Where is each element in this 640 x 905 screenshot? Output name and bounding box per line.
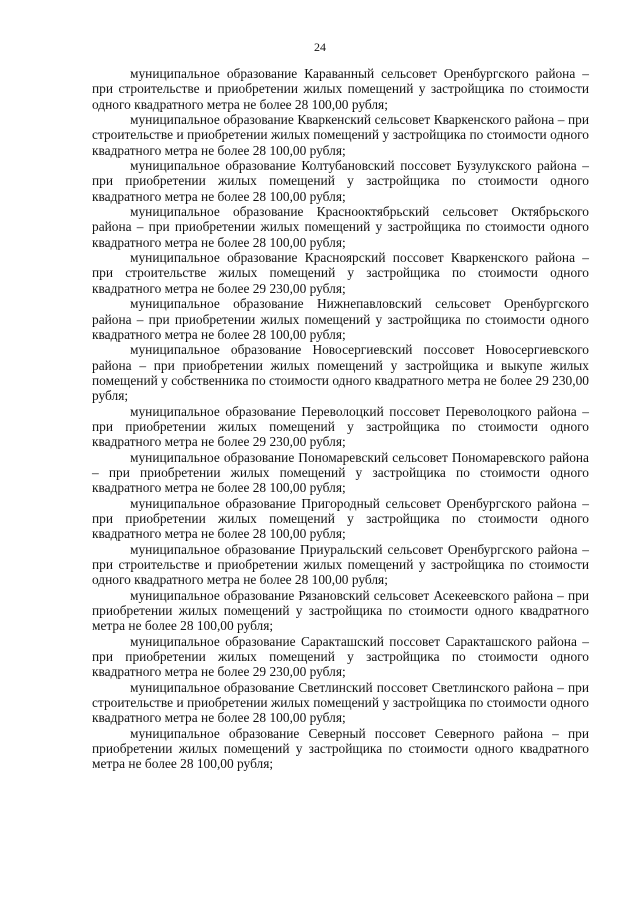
document-body — [92, 66, 589, 772]
paragraph: муниципальное образование Нижнепавловский сельсовет Оренбургского района – при приобретении жилых помещений у застройщика по стоимости одного квадратного метра не более 28 100,00 рубля; — [92, 296, 589, 342]
paragraph: муниципальное образование Пригородный сельсовет Оренбургского района – при приобретении жилых помещений у застройщика по стоимости одного квадратного метра не более 28 100,00 рубля; — [92, 495, 589, 542]
paragraph: муниципальное образование Караванный сельсовет Оренбургского района – при строительстве и приобретении жилых помещений у застройщика по стоимости одного квадратного метра не более 28 100,00 рубля; — [92, 66, 589, 112]
paragraph: муниципальное образование Переволоцкий поссовет Переволоцкого района – при приобретении жилых помещений у застройщика по стоимости одного квадратного метра не более 29 230,00 рубля; — [92, 403, 589, 450]
paragraph: муниципальное образование Светлинский поссовет Светлинского района – при строительстве и приобретении жилых помещений у застройщика по стоимости одного квадратного метра не более 28 100,00 рубля; — [92, 679, 589, 726]
paragraph: муниципальное образование Красноярский поссовет Кваркенского района – при строительстве жилых помещений у застройщика по стоимости одного квадратного метра не более 29 230,00 рубля; — [92, 250, 589, 296]
paragraph: муниципальное образование Рязановский сельсовет Асекеевского района – при приобретении жилых помещений у застройщика по стоимости одного квадратного метра не более 28 100,00 рубля; — [92, 587, 589, 634]
paragraph: муниципальное образование Пономаревский сельсовет Пономаревского района – при приобретении жилых помещений у застройщика по стоимости одного квадратного метра не более 28 100,00 рубля; — [92, 449, 589, 496]
paragraph: муниципальное образование Новосергиевский поссовет Новосергиевского района – при приобретении жилых помещений у застройщика и выкупе жилых помещений у собственника по стоимости одного квадратного метра не более 29 230,00 рубля; — [92, 342, 589, 404]
paragraph: муниципальное образование Северный поссовет Северного района – при приобретении жилых помещений у застройщика по стоимости одного квадратного метра не более 28 100,00 рубля; — [92, 725, 589, 772]
paragraph: муниципальное образование Приуральский сельсовет Оренбургского района – при строительстве и приобретении жилых помещений у застройщика по стоимости одного квадратного метра не более 28 100,00 рубля; — [92, 541, 589, 588]
paragraph: муниципальное образование Саракташский поссовет Саракташского района – при приобретении жилых помещений у застройщика по стоимости одного квадратного метра не более 29 230,00 рубля; — [92, 633, 589, 680]
paragraph: муниципальное образование Колтубановский поссовет Бузулукского района – при приобретении жилых помещений у застройщика по стоимости одного квадратного метра не более 28 100,00 рубля; — [92, 158, 589, 204]
paragraph: муниципальное образование Кваркенский сельсовет Кваркенского района – при строительстве и приобретении жилых помещений у застройщика по стоимости одного квадратного метра не более 28 100,00 рубля; — [92, 112, 589, 158]
page-number: 24 — [314, 40, 326, 54]
paragraph: муниципальное образование Краснооктябрьский сельсовет Октябрьского района – при приобретении жилых помещений у застройщика по стоимости одного квадратного метра не более 28 100,00 рубля; — [92, 204, 589, 250]
